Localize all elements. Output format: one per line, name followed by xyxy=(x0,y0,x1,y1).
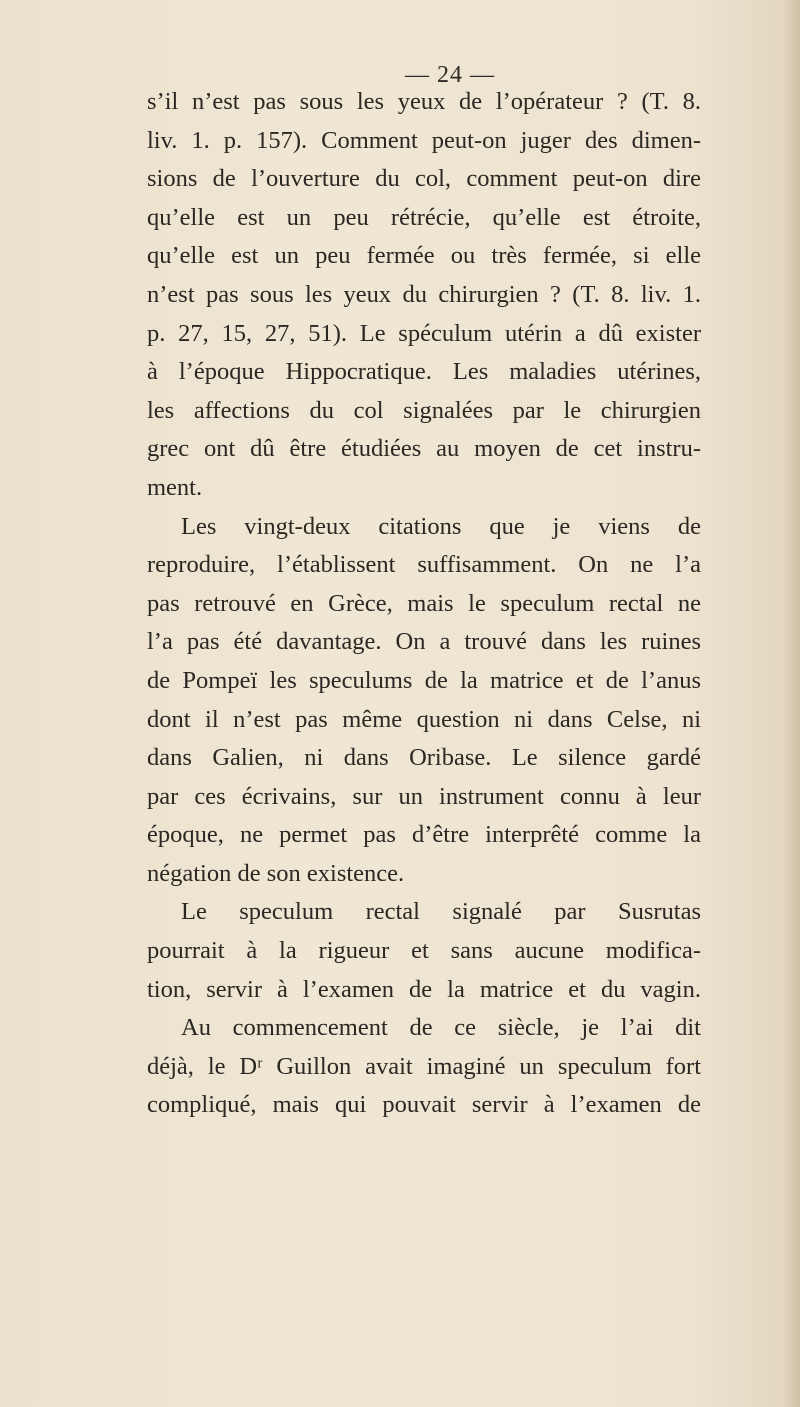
text-line: Au commencement de ce siècle, je l’ai dit xyxy=(181,1014,701,1042)
text-line: pas retrouvé en Grèce, mais le speculum rectal ne xyxy=(147,589,701,617)
text-line: dans Galien, ni dans Oribase. Le silence gardé xyxy=(147,744,701,772)
text-line: liv. 1. p. 157). Comment peut-on juger des dimen- xyxy=(147,126,701,154)
text-line: qu’elle est un peu fermée ou très fermée, si elle xyxy=(147,242,701,270)
body-text xyxy=(147,83,701,1125)
text-line: sions de l’ouverture du col, comment peut-on dire xyxy=(147,165,701,193)
text-line: grec ont dû être étudiées au moyen de cet instru- xyxy=(147,435,701,463)
text-line: l’a pas été davantage. On a trouvé dans les ruines xyxy=(147,628,701,656)
text-line: qu’elle est un peu rétrécie, qu’elle est étroite, xyxy=(147,203,701,231)
text-line: déjà, le Dʳ Guillon avait imaginé un speculum fort xyxy=(147,1052,701,1080)
text-line: Le speculum rectal signalé par Susrutas xyxy=(181,898,701,926)
text-line: de Pompeï les speculums de la matrice et de l’anus xyxy=(147,666,701,694)
text-line: p. 27, 15, 27, 51). Le spéculum utérin a dû exister xyxy=(147,319,701,347)
text-line: reproduire, l’établissent suffisamment. On ne l’a xyxy=(147,551,701,579)
text-line: Les vingt-deux citations que je viens de xyxy=(181,512,701,540)
text-line: les affections du col signalées par le chirurgien xyxy=(147,396,701,424)
page-number: — 24 — xyxy=(405,62,495,88)
text-line: époque, ne permet pas d’être interprêté comme la xyxy=(147,821,701,849)
text-line: ment. xyxy=(147,473,203,501)
text-line: à l’époque Hippocratique. Les maladies utérines, xyxy=(147,358,701,386)
text-line: compliqué, mais qui pouvait servir à l’examen de xyxy=(147,1091,701,1119)
text-line: par ces écrivains, sur un instrument connu à leur xyxy=(147,782,701,810)
text-line: négation de son existence. xyxy=(147,859,405,887)
text-line: n’est pas sous les yeux du chirurgien ? (T. 8. liv. 1. xyxy=(147,280,701,308)
page-edge-shadow xyxy=(782,0,800,1407)
text-line: tion, servir à l’examen de la matrice et du vagin. xyxy=(147,975,701,1003)
text-line: pourrait à la rigueur et sans aucune modifica- xyxy=(147,937,701,965)
text-line: s’il n’est pas sous les yeux de l’opérateur ? (T. 8. xyxy=(147,88,701,115)
text-line: dont il n’est pas même question ni dans Celse, ni xyxy=(147,705,701,733)
